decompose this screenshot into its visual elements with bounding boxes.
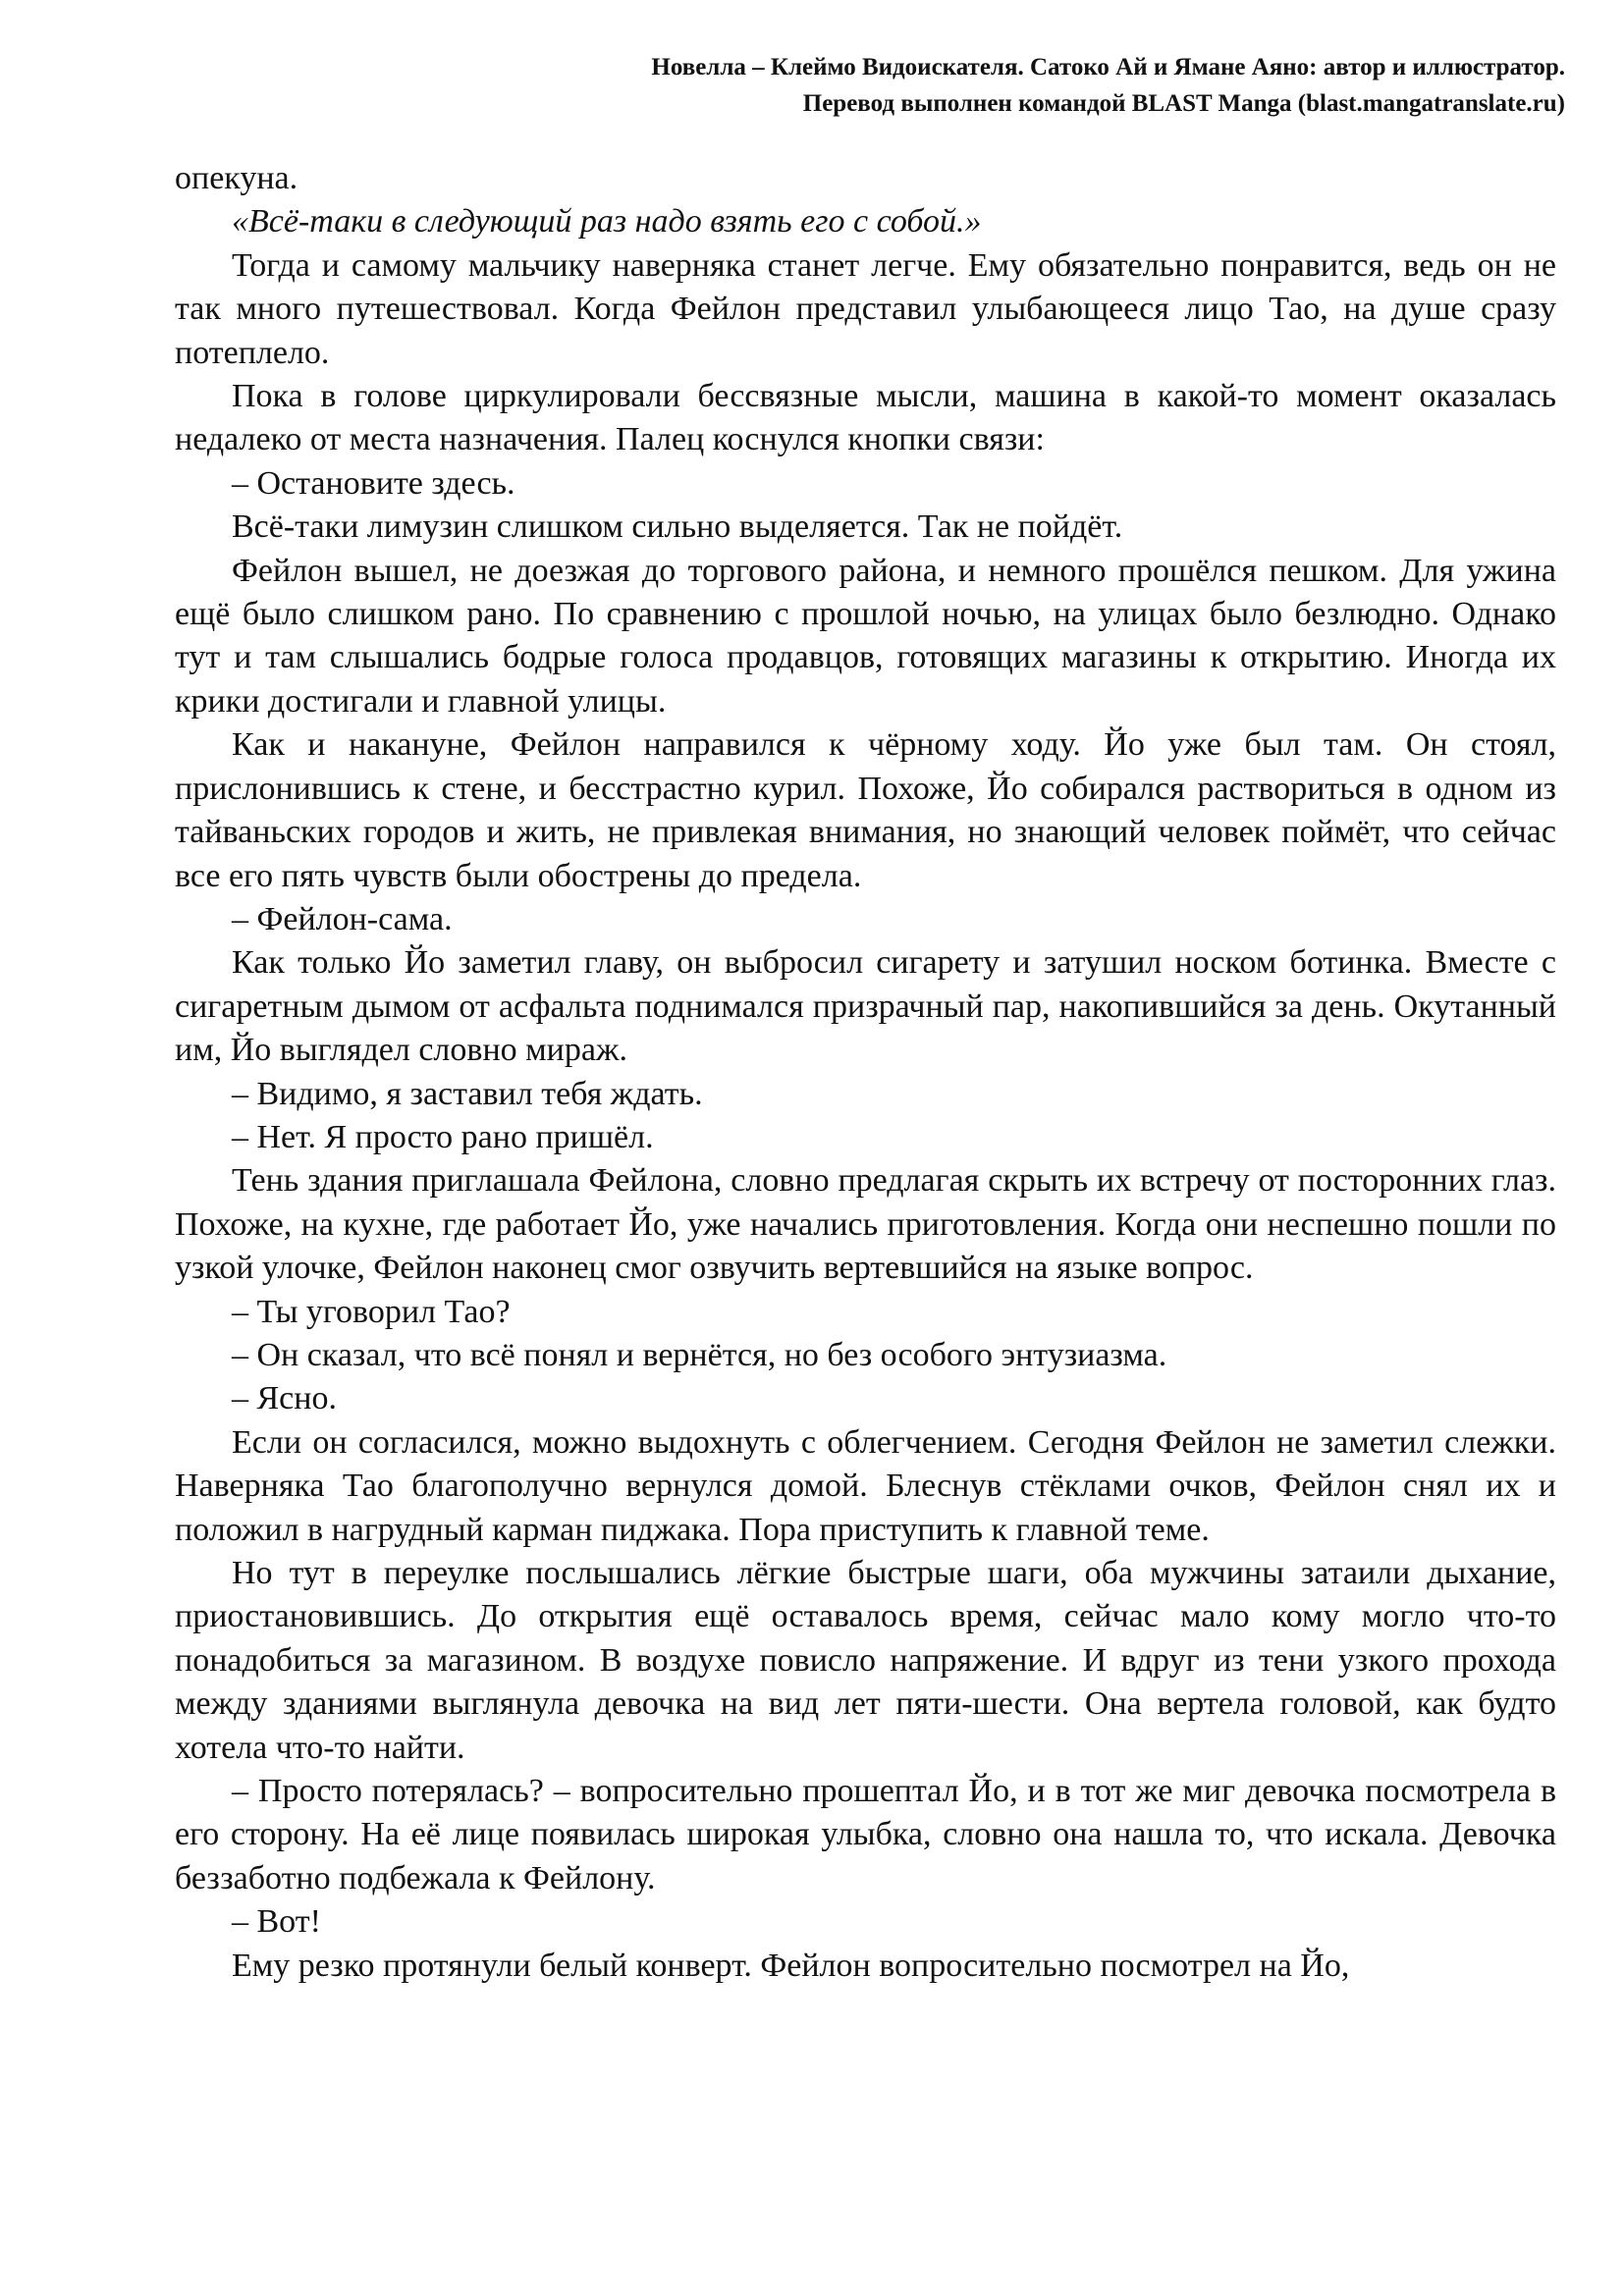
dialogue-line: – Ты уговорил Тао? [232, 1293, 511, 1330]
dialogue-line: – Видимо, я заставил тебя ждать. [232, 1075, 703, 1112]
dialogue-line: – Фейлон-сама. [232, 900, 453, 937]
dialogue-line: – Вот! [232, 1903, 321, 1941]
paragraph: Тогда и самому мальчику наверняка станет легче. Ему обязательно понравится, ведь он не так много путешествовал. Когда Фейлон представил улыбающееся лицо Тао, на душе сразу потеплело. [175, 246, 1556, 371]
page-header [190, 49, 1565, 122]
paragraph: Как и накануне, Фейлон направился к чёрному ходу. Йо уже был там. Он стоял, прислонившись к стене, и бесстрастно курил. Похоже, Йо собирался раствориться в одном из тайваньских городов и жить, не привлекая внимания, но знающий человек поймёт, что сейчас все его пять чувств были обострены до предела. [175, 726, 1556, 894]
dialogue-line: – Он сказал, что всё понял и вернётся, но без особого энтузиазма. [232, 1336, 1167, 1373]
paragraph: Если он согласился, можно выдохнуть с облегчением. Сегодня Фейлон не заметил слежки. Наверняка Тао благополучно вернулся домой. Блеснув стёклами очков, Фейлон снял их и положил в нагрудный карман пиджака. Пора приступить к главной теме. [175, 1423, 1556, 1548]
dialogue-line: – Ясно. [232, 1380, 337, 1417]
paragraph: Ему резко протянули белый конверт. Фейлон вопросительно посмотрел на Йо, [232, 1947, 1350, 1984]
dialogue-line: – Остановите здесь. [232, 464, 515, 502]
paragraph: Как только Йо заметил главу, он выбросил сигарету и затушил носком ботинка. Вместе с сигаретным дымом от асфальта поднимался призрачный пар, накопившийся за день. Окутанный им, Йо выглядел словно мираж. [175, 944, 1556, 1069]
paragraph: Но тут в переулке послышались лёгкие быстрые шаги, оба мужчины затаили дыхание, приостановившись. До открытия ещё оставалось время, сейчас мало кому могло что-то понадобиться за магазином. В воздухе повисло напряжение. И вдруг из тени узкого прохода между зданиями выглянула девочка на вид лет пяти-шести. Она вертела головой, как будто хотела что-то найти. [175, 1555, 1556, 1766]
dialogue-line: – Просто потерялась? – вопросительно прошептал Йо, и в тот же миг девочка посмотрела в его сторону. На её лице появилась широкая улыбка, словно она нашла то, что искала. Девочка беззаботно подбежала к Фейлону. [175, 1773, 1556, 1896]
paragraph: Всё-таки лимузин слишком сильно выделяется. Так не пойдёт. [232, 508, 1123, 546]
paragraph: опекуна. [175, 160, 298, 196]
paragraph-thought: «Всё-таки в следующий раз надо взять его с собой.» [232, 203, 982, 240]
novel-text-body [175, 157, 1556, 1988]
header-title-line: Новелла – Клеймо Видоискателя. Сатоко Ай и Ямане Аяно: автор и иллюстратор. [651, 54, 1565, 80]
paragraph: Фейлон вышел, не доезжая до торгового района, и немного прошёлся пешком. Для ужина ещё было слишком рано. По сравнению с прошлой ночью, на улицах было безлюдно. Однако тут и там слышались бодрые голоса продавцов, готовящих магазины к открытию. Иногда их крики достигали и главной улицы. [175, 552, 1556, 720]
dialogue-line: – Нет. Я просто рано пришёл. [232, 1118, 654, 1155]
header-credit-line: Перевод выполнен командой BLAST Manga (blast.mangatranslate.ru) [802, 90, 1565, 117]
paragraph: Пока в голове циркулировали бессвязные мысли, машина в какой-то момент оказалась недалеко от места назначения. Палец коснулся кнопки связи: [175, 378, 1556, 458]
paragraph: Тень здания приглашала Фейлона, словно предлагая скрыть их встречу от посторонних глаз. Похоже, на кухне, где работает Йо, уже начались приготовления. Когда они неспешно пошли по узкой улочке, Фейлон наконец смог озвучить вертевшийся на языке вопрос. [175, 1162, 1556, 1287]
